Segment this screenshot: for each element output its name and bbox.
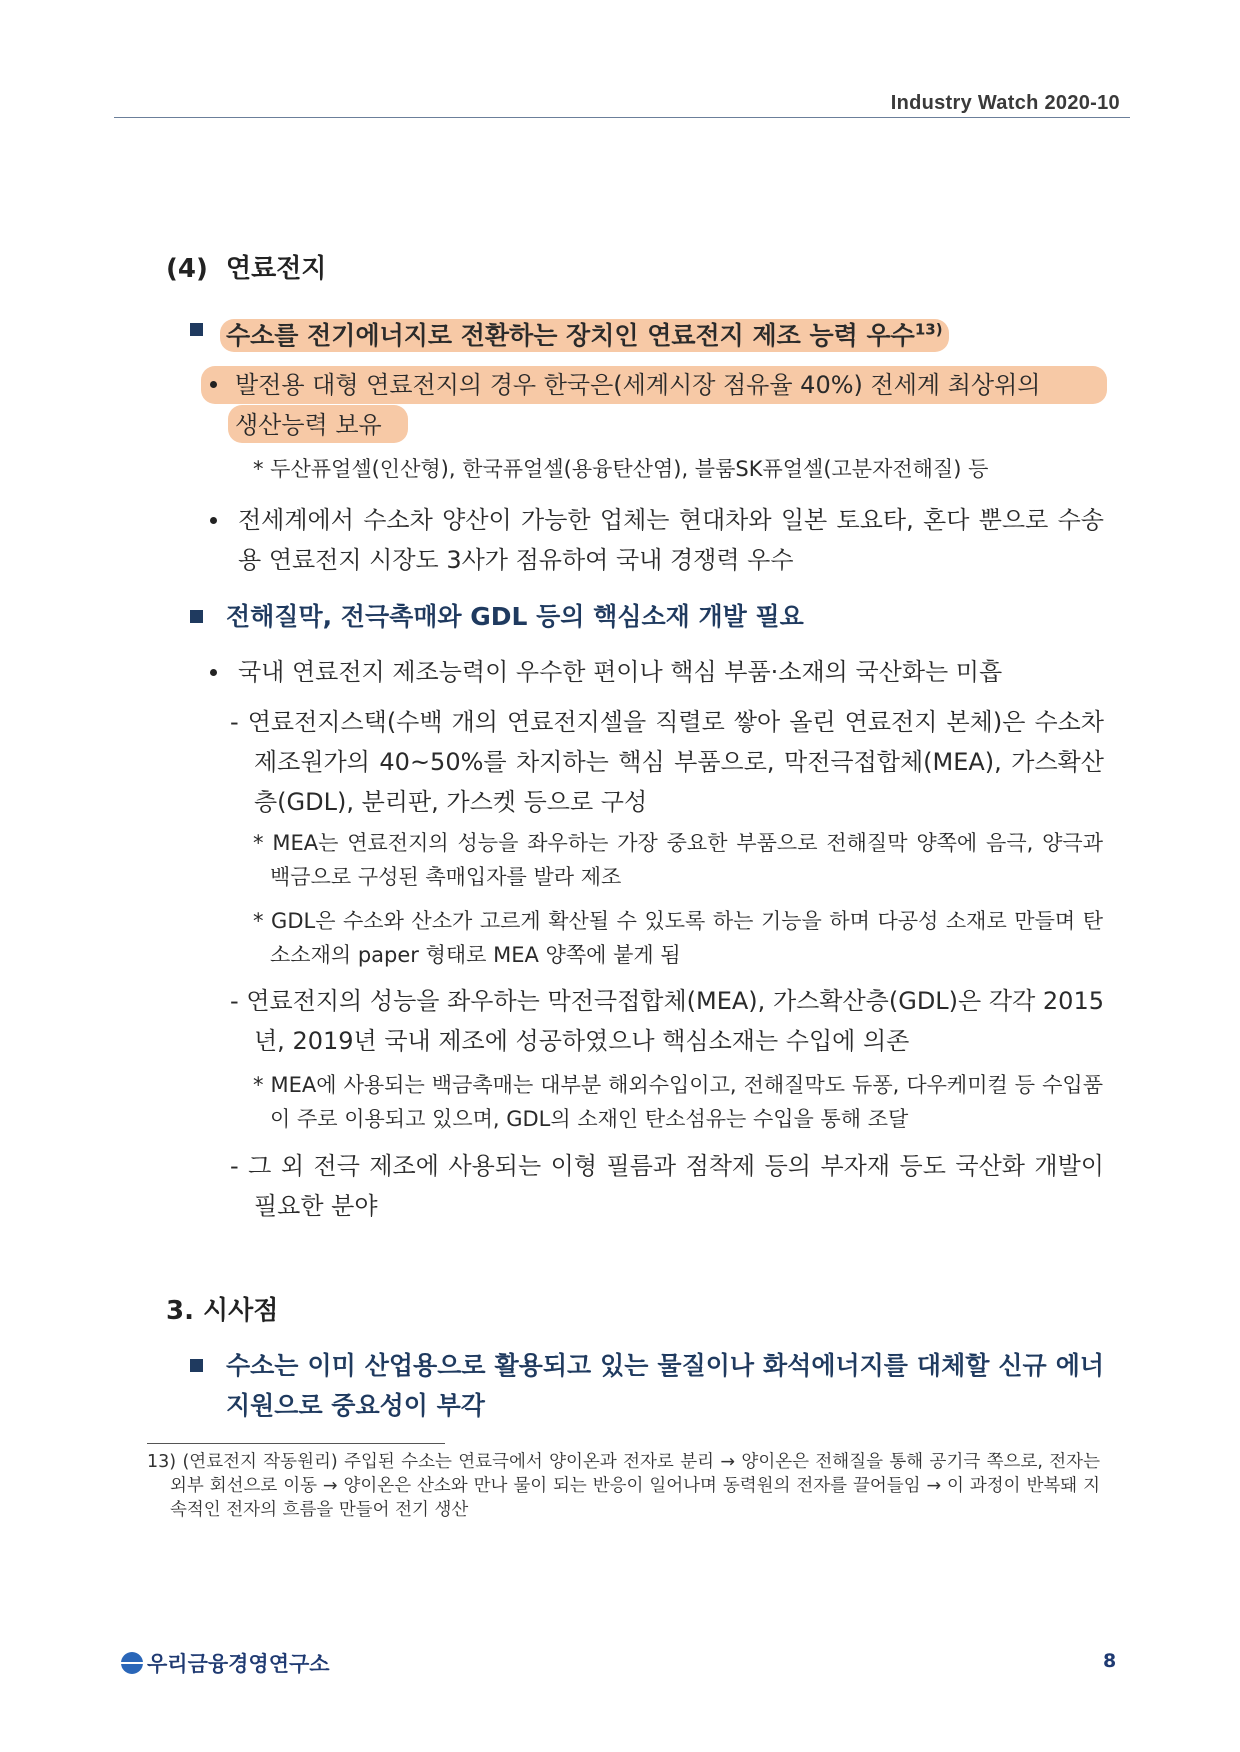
item-power-generation-line2: 생산능력 보유 bbox=[235, 411, 382, 439]
section-heading-implications: 3. 시사점 bbox=[166, 1296, 279, 1326]
footnote-13: 13) (연료전지 작동원리) 주입된 수소는 연료극에서 양이온과 전자로 분리 → 양이온은 전해질을 통해 공기극 쪽으로, 전자는 외부 회선으로 이동 → 양이온은 산소와 만나 물이 되는 반응이 일어나며 동력원의 전자를 끌어들임 → 이 과정이 반복돼 지속적인 전자의 흐름을 만들어 전기 생산 bbox=[147, 1452, 1100, 1520]
square-bullet-icon bbox=[190, 610, 203, 623]
section-heading-fuel-cell: (4) 연료전지 bbox=[166, 254, 327, 284]
note-gdl: * GDL은 수소와 산소가 고르게 확산될 수 있도록 하는 기능을 하며 다공성 소재로 만들며 탄소소재의 paper 형태로 MEA 양쪽에 붙게 됨 bbox=[253, 909, 1103, 967]
dash-fuel-cell-stack: - 연료전지스택(수백 개의 연료전지셀을 직렬로 쌓아 올린 연료전지 본체)은 수소차 제조원가의 40~50%를 차지하는 핵심 부품으로, 막전극접합체(MEA), 가스확산층(GDL), 분리판, 가스켓 등으로 구성 bbox=[230, 708, 1104, 816]
note-companies: * 두산퓨얼셀(인산형), 한국퓨얼셀(용융탄산염), 블룸SK퓨얼셀(고분자전해질) 등 bbox=[253, 457, 989, 481]
round-bullet-icon bbox=[210, 669, 217, 676]
bullet-title-manufacturing bbox=[220, 310, 949, 356]
square-bullet-icon bbox=[190, 323, 203, 336]
round-bullet-icon bbox=[210, 381, 217, 388]
bullet-title-text: 수소를 전기에너지로 전환하는 장치인 연료전지 제조 능력 우수 bbox=[226, 321, 915, 351]
item-global-hydrogen-cars: 전세계에서 수소차 양산이 가능한 업체는 현대차와 일본 토요타, 혼다 뿐으로 수송용 연료전지 시장도 3사가 점유하여 국내 경쟁력 우수 bbox=[238, 506, 1104, 574]
note-platinum-catalyst: * MEA에 사용되는 백금촉매는 대부분 해외수입이고, 전해질막도 듀퐁, 다우케미컬 등 수입품이 주로 이용되고 있으며, GDL의 소재인 탄소섬유는 수입을 통해 조달 bbox=[253, 1073, 1103, 1131]
dash-auxiliary-materials: - 그 외 전극 제조에 사용되는 이형 필름과 점착제 등의 부자재 등도 국산화 개발이 필요한 분야 bbox=[230, 1152, 1104, 1220]
logo-text: 우리금융경영연구소 bbox=[147, 1652, 330, 1676]
logo-mark-icon bbox=[121, 1652, 143, 1674]
dash-mea-gdl-import: - 연료전지의 성능을 좌우하는 막전극접합체(MEA), 가스확산층(GDL)은 각각 2015년, 2019년 국내 제조에 성공하였으나 핵심소재는 수입에 의존 bbox=[230, 987, 1104, 1055]
item-domestic-capability: 국내 연료전지 제조능력이 우수한 편이나 핵심 부품·소재의 국산화는 미흡 bbox=[238, 658, 1003, 686]
header-title: Industry Watch 2020-10 bbox=[890, 92, 1120, 114]
bullet-title-hydrogen-importance: 수소는 이미 산업용으로 활용되고 있는 물질이나 화석에너지를 대체할 신규 에너지원으로 중요성이 부각 bbox=[226, 1351, 1104, 1420]
note-mea: * MEA는 연료전지의 성능을 좌우하는 가장 중요한 부품으로 전해질막 양쪽에 음극, 양극과 백금으로 구성된 촉매입자를 발라 제조 bbox=[253, 831, 1103, 889]
company-logo bbox=[121, 1648, 330, 1678]
bullet-title-core-materials: 전해질막, 전극촉매와 GDL 등의 핵심소재 개발 필요 bbox=[226, 602, 804, 631]
footnote-ref[interactable]: 13) bbox=[914, 321, 943, 339]
page-number: 8 bbox=[1103, 1650, 1117, 1672]
footnote-rule bbox=[147, 1443, 445, 1444]
header-rule bbox=[114, 117, 1130, 118]
square-bullet-icon bbox=[190, 1359, 203, 1372]
item-power-generation-line1: 발전용 대형 연료전지의 경우 한국은(세계시장 점유율 40%) 전세계 최상위의 bbox=[235, 371, 1041, 399]
round-bullet-icon bbox=[210, 517, 217, 524]
